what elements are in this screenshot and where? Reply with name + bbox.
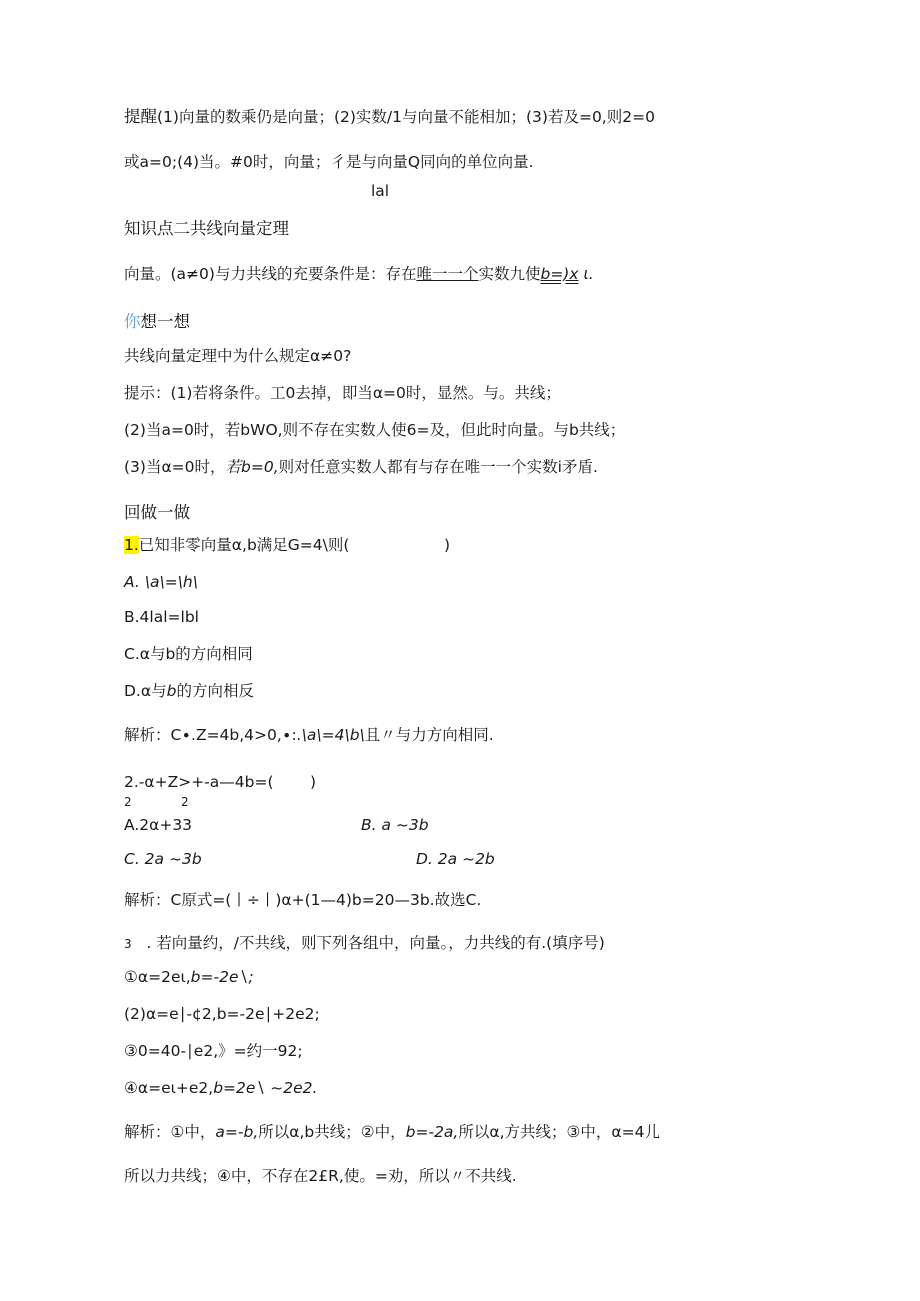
question-1-analysis xyxy=(124,724,494,746)
question-2-option-d: D. 2a ~2b xyxy=(416,850,495,868)
analysis-3-part-a: 解析：①中， xyxy=(124,1123,216,1141)
question-2-option-a: A.2α+33 xyxy=(124,816,193,834)
question-3-analysis-line-2: 所以力共线；④中，不存在2£R,使。=劝，所以〃不共线. xyxy=(124,1167,517,1185)
question-1-text: 已知非零向量α,b满足G=4\则( xyxy=(138,536,350,554)
item-1-italic: b=-2e∖; xyxy=(190,968,254,986)
analysis-3-part-b: 所以α,b共线；②中， xyxy=(258,1123,406,1141)
question-3-analysis-line-1 xyxy=(124,1121,660,1143)
option-d-part-a: D.α与 xyxy=(124,682,167,700)
theorem-text-mid: 实数九使 xyxy=(478,265,541,283)
collinear-theorem-line xyxy=(124,263,594,285)
think-hint-3-part-b: 则对任意实数人都有与存在唯一一个实数i矛盾. xyxy=(278,458,598,476)
item-4-part-a: ④α=eι+e2, xyxy=(124,1079,214,1097)
reminder-label: 提醒 xyxy=(124,107,157,126)
question-1-stem xyxy=(124,534,349,556)
analysis-1-part-b: 且〃与力方向相同. xyxy=(364,726,494,744)
think-title xyxy=(124,311,190,333)
think-hint-3 xyxy=(124,456,598,478)
think-question: 共线向量定理中为什么规定α≠0? xyxy=(124,347,352,365)
think-hint-3-part-a: (3)当α=0时， xyxy=(124,458,226,476)
question-2-option-b: B. a ~3b xyxy=(361,816,429,834)
analysis-3-italic-2: b=-2a, xyxy=(405,1123,459,1141)
section-title: 知识点二共线向量定理 xyxy=(124,219,289,238)
question-3-item-3: ③0=40-∣e2,》=约一92; xyxy=(124,1042,303,1060)
think-hint-3-italic: 若b=0, xyxy=(225,458,279,476)
think-hint-2: (2)当a=0时，若bWO,则不存在实数人使6=及，但此时向量。与b共线； xyxy=(124,421,626,439)
reminder-fraction-denominator: lal xyxy=(371,182,390,200)
option-d-part-b: 的方向相反 xyxy=(176,682,254,700)
reminder-text-1: (1)向量的数乘仍是向量；(2)实数/1与向量不能相加；(3)若及=0,则2=0 xyxy=(157,108,655,126)
practice-title: 回做一做 xyxy=(124,503,190,522)
theorem-double-underlined-blank: b=)x xyxy=(540,265,579,283)
question-1-option-c: C.α与b的方向相同 xyxy=(124,645,253,663)
reminder-line-1 xyxy=(124,106,655,128)
question-1-paren-close: ) xyxy=(444,536,451,554)
question-2-analysis: 解析：C原式=(丨÷丨)α+(1—4)b=20—3b.故选C. xyxy=(124,891,482,909)
question-2-subscript-2: 2 xyxy=(181,795,189,809)
theorem-text-before: 向量。(a≠0)与力共线的充要条件是：存在 xyxy=(124,265,417,283)
think-title-rest: 想一想 xyxy=(140,312,190,331)
question-2-option-c: C. 2a ~3b xyxy=(124,850,202,868)
question-1-number: 1. xyxy=(124,536,139,554)
question-3-item-1 xyxy=(124,966,254,988)
analysis-1-part-a: 解析：C∙.Z=4b,4>0,∙: xyxy=(124,726,297,744)
analysis-3-part-c: 所以α,方共线；③中，α=4儿 xyxy=(458,1123,660,1141)
question-1-option-a: A. \a\=\h\ xyxy=(124,573,198,591)
think-title-blue: 你 xyxy=(124,312,141,331)
question-2-paren-close: ) xyxy=(310,773,317,791)
analysis-3-italic-1: a=-b, xyxy=(215,1123,259,1141)
item-1-part-a: ①α=2eι, xyxy=(124,968,191,986)
theorem-underlined-blank: 唯一一个 xyxy=(416,265,479,283)
question-1-option-d xyxy=(124,680,254,702)
question-2-subscript-1: 2 xyxy=(124,795,132,809)
question-3-item-2: (2)α=e∣-¢2,b=-2e∣+2e2; xyxy=(124,1005,320,1023)
question-3-text: . 若向量约，/不共线，则下列各组中，向量。，力共线的有.(填序号) xyxy=(146,934,605,952)
question-1-option-b: B.4lal=lbl xyxy=(124,608,199,626)
option-d-italic: b xyxy=(166,682,177,700)
question-3-number: 3 xyxy=(124,937,132,951)
question-3-stem xyxy=(124,932,605,955)
think-hint-1: 提示：(1)若将条件。工0去掉，即当α=0时，显然。与。共线； xyxy=(124,384,561,402)
theorem-text-end: ι. xyxy=(578,265,594,283)
question-2-stem: 2.-α+Z>+-a—4b=( xyxy=(124,773,274,791)
question-3-item-4 xyxy=(124,1077,317,1099)
item-4-italic: b=2e∖ ~2e2. xyxy=(213,1079,318,1097)
analysis-1-italic: .\a\=4\b\ xyxy=(296,726,365,744)
reminder-line-2: 或a=0;(4)当。#0时，向量；彳是与向量Q同向的单位向量. xyxy=(124,153,534,171)
